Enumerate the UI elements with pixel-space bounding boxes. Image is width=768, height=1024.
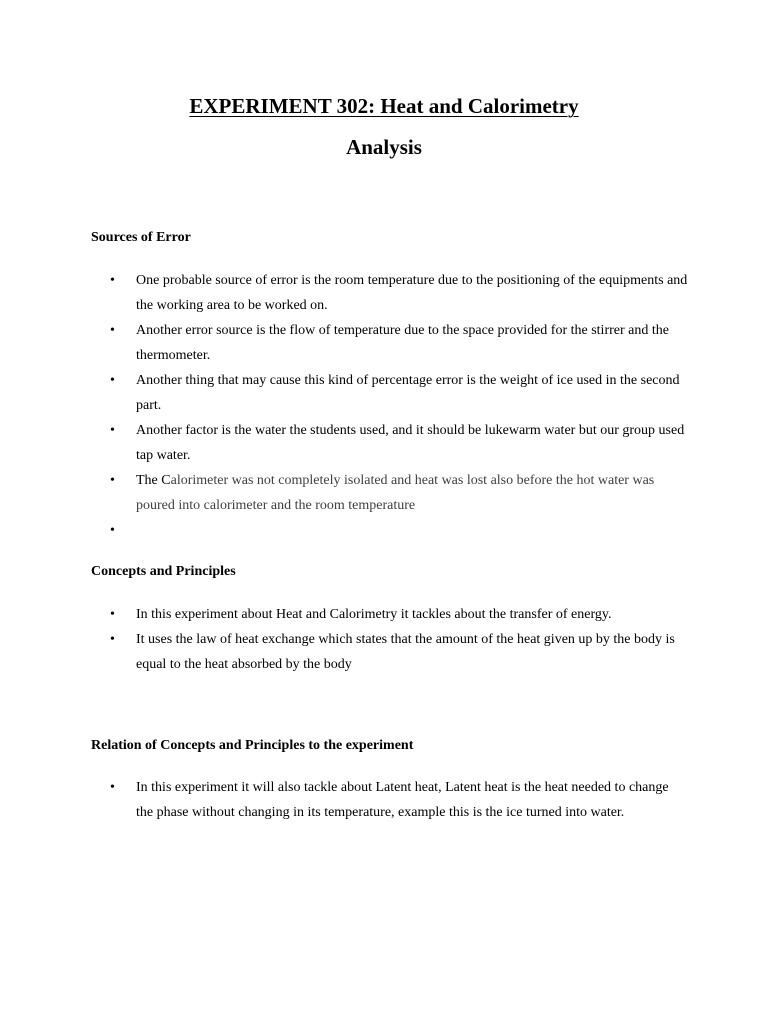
bullet-icon: •: [110, 423, 115, 438]
page-title: [0, 93, 768, 119]
list-item: [91, 468, 691, 518]
list-item-text: Another error source is the flow of temperature due to the space provided for the stirrer and the thermometer.: [136, 323, 669, 363]
list-item: [91, 775, 681, 825]
bullet-icon: •: [110, 780, 115, 795]
bullet-icon: •: [110, 473, 115, 488]
bullet-icon: •: [110, 607, 115, 622]
bullet-icon: •: [110, 523, 115, 538]
list-item: [91, 368, 691, 418]
list-item-text: One probable source of error is the room temperature due to the positioning of the equipments and the working area to be worked on.: [136, 273, 688, 313]
list-item: [91, 418, 691, 468]
bullet-icon: •: [110, 273, 115, 288]
bullet-icon: •: [110, 632, 115, 647]
bullet-icon: •: [110, 323, 115, 338]
list-item-text: In this experiment it will also tackle about Latent heat, Latent heat is the heat needed to change the phase without changing in its temperature, example this is the ice turned into water.: [136, 780, 669, 820]
relation-of-concepts-list: [91, 775, 681, 825]
list-item-text: Another factor is the water the students used, and it should be lukewarm water but our group used tap water.: [136, 423, 685, 463]
page-subtitle: Analysis: [346, 135, 422, 159]
list-item: [91, 318, 691, 368]
list-item-text: In this experiment about Heat and Calorimetry it tackles about the transfer of energy.: [136, 607, 612, 622]
section-heading-sources-of-error: Sources of Error: [91, 230, 191, 245]
list-item-text: It uses the law of heat exchange which states that the amount of the heat given up by the body is equal to the heat absorbed by the body: [136, 632, 675, 672]
bullet-icon: •: [110, 373, 115, 388]
list-item: [91, 268, 691, 318]
section-heading-relation-of-concepts: Relation of Concepts and Principles to the experiment: [91, 738, 414, 753]
concepts-and-principles-list: [91, 602, 691, 677]
sources-of-error-list: [91, 268, 691, 538]
list-item: [91, 602, 691, 627]
list-item-text-dark: The C: [136, 473, 171, 488]
page-title-text: EXPERIMENT 302: Heat and Calorimetry: [189, 94, 579, 118]
section-heading-concepts-and-principles: Concepts and Principles: [91, 564, 236, 579]
list-item: [91, 627, 691, 677]
list-item-text-grey: alorimeter was not completely isolated and heat was lost also before the hot water was poured into calorimeter and the room temperature: [136, 473, 655, 513]
list-item-text: Another thing that may cause this kind of percentage error is the weight of ice used in the second part.: [136, 373, 680, 413]
